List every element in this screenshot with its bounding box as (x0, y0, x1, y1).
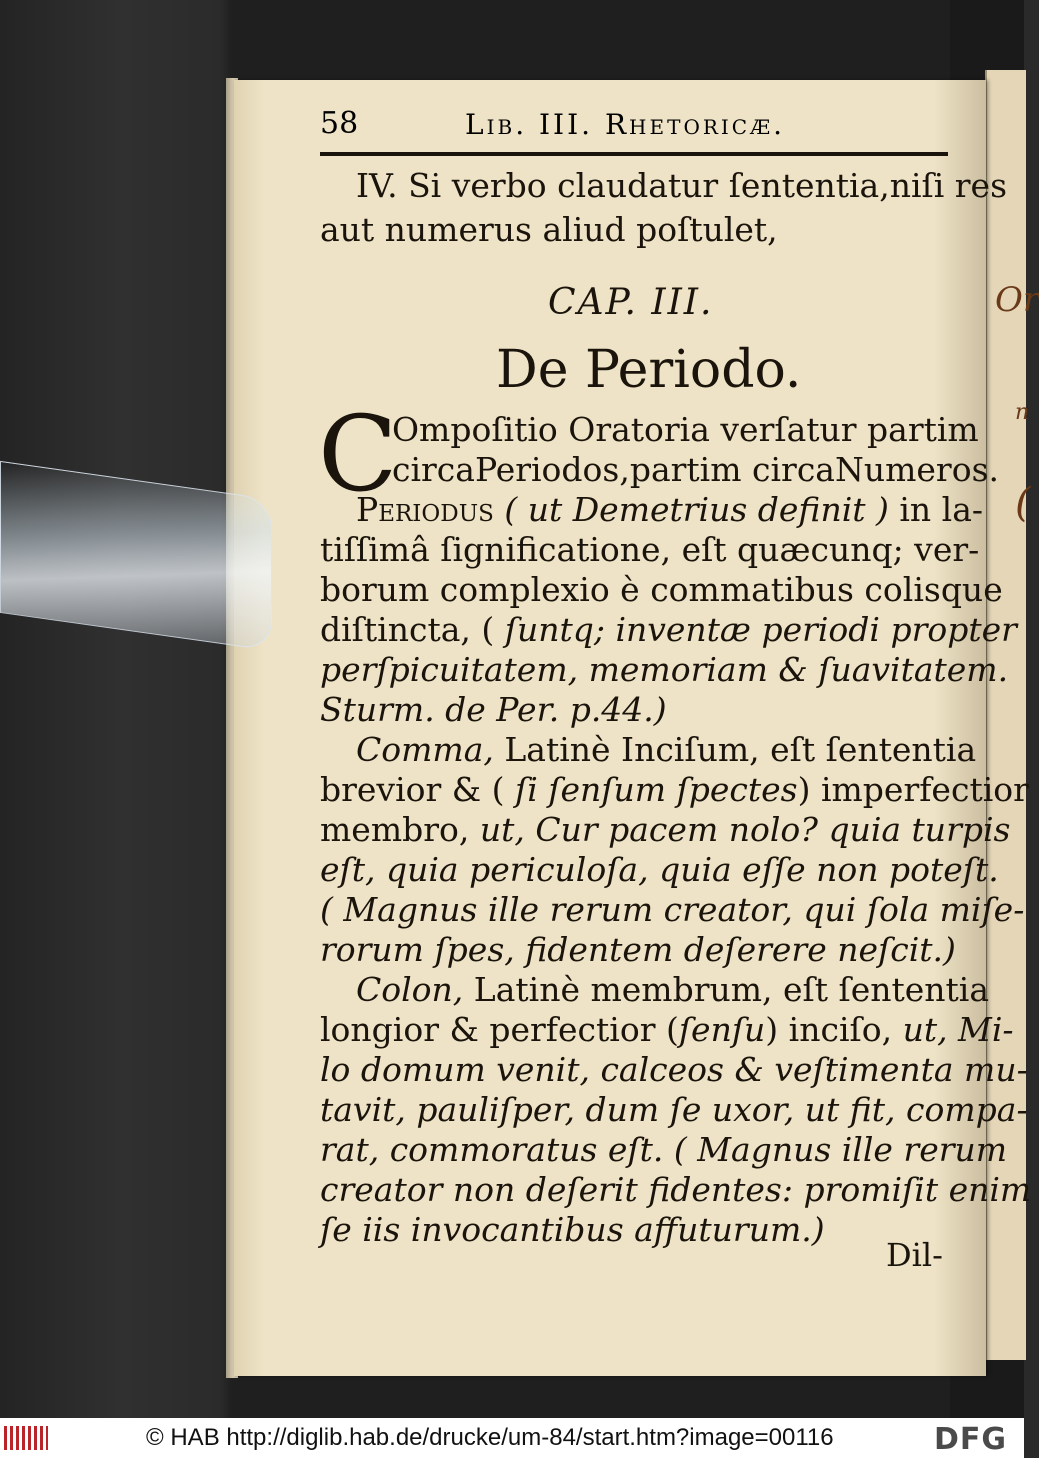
text-line: aut numerus aliud poſtulet, (320, 210, 778, 249)
source-credit[interactable]: © HAB http://diglib.hab.de/drucke/um-84/start.htm?image=00116 (146, 1424, 834, 1451)
text-line: circaPeriodos,partim circaNumeros. (392, 450, 999, 489)
section-title: De Periodo. (496, 340, 802, 400)
text-line: Colon, Latinè membrum, eſt ſententia (356, 970, 990, 1009)
facing-page-mark: n (1015, 400, 1030, 425)
text-line: longior & perfectior (ſenſu) inciſo, ut, Mi- (320, 1010, 1014, 1049)
term-comma: Comma, (356, 730, 494, 769)
text-line: tavit, pauliſper, dum ſe uxor, ut fit, compa- (320, 1090, 1028, 1129)
term-colon: Colon, (356, 970, 464, 1009)
term-periodus: Periodus (356, 490, 494, 529)
chapter-heading: CAP. III. (548, 282, 714, 323)
text-line: creator non deſerit fidentes: promiſit enim (320, 1170, 1032, 1209)
facing-page-mark: Or (995, 280, 1039, 320)
text-line: IV. Si verbo claudatur ſententia,niſi res (356, 166, 1008, 205)
running-head: Lib. III. Rhetoricæ. (465, 108, 786, 141)
text-line: eſt, quia periculoſa, quia eſſe non poteſt. (320, 850, 999, 889)
text-line: borum complexio è commatibus colisque (320, 570, 1003, 609)
text-line: Periodus ( ut Demetrius definit ) in la- (356, 490, 984, 529)
text-line: perſpicuitatem, memoriam & ſuavitatem. (320, 650, 1009, 689)
catchword: Dil- (886, 1236, 943, 1274)
drop-cap: C (318, 393, 398, 515)
header-rule (320, 152, 948, 156)
text-line: diſtincta, ( ſuntq; inventæ periodi propter (320, 610, 1017, 649)
running-header (320, 106, 948, 142)
text-line: Ompoſitio Oratoria verſatur partim (392, 410, 979, 449)
page-number: 58 (320, 106, 359, 141)
text-line: Comma, Latinè Inciſum, eſt ſententia (356, 730, 977, 769)
text-line: membro, ut, Cur pacem nolo? quia turpis (320, 810, 1011, 849)
text-line: brevior & ( ſi ſenſum ſpectes) imperfectior (320, 770, 1029, 809)
footer-bar (0, 1418, 1024, 1458)
text-line: rat, commoratus eſt. ( Magnus ille rerum (320, 1130, 1008, 1169)
text-line: tiſſimâ ſignificatione, eſt quæcunq; ver- (320, 530, 980, 569)
text-line: Sturm. de Per. p.44.) (320, 690, 667, 729)
dfg-logo: DFG (934, 1422, 1008, 1457)
text-line: ( Magnus ille rerum creator, qui ſola miſe- (320, 890, 1025, 929)
text-line: rorum ſpes, fidentem deſerere neſcit.) (320, 930, 956, 969)
text-line: ſe iis invocantibus affuturum.) (320, 1210, 825, 1249)
hab-barcode-icon (4, 1426, 48, 1450)
text-line: lo domum venit, calceos & veſtimenta mu- (320, 1050, 1028, 1089)
facing-page-mark: ( (1015, 480, 1031, 526)
